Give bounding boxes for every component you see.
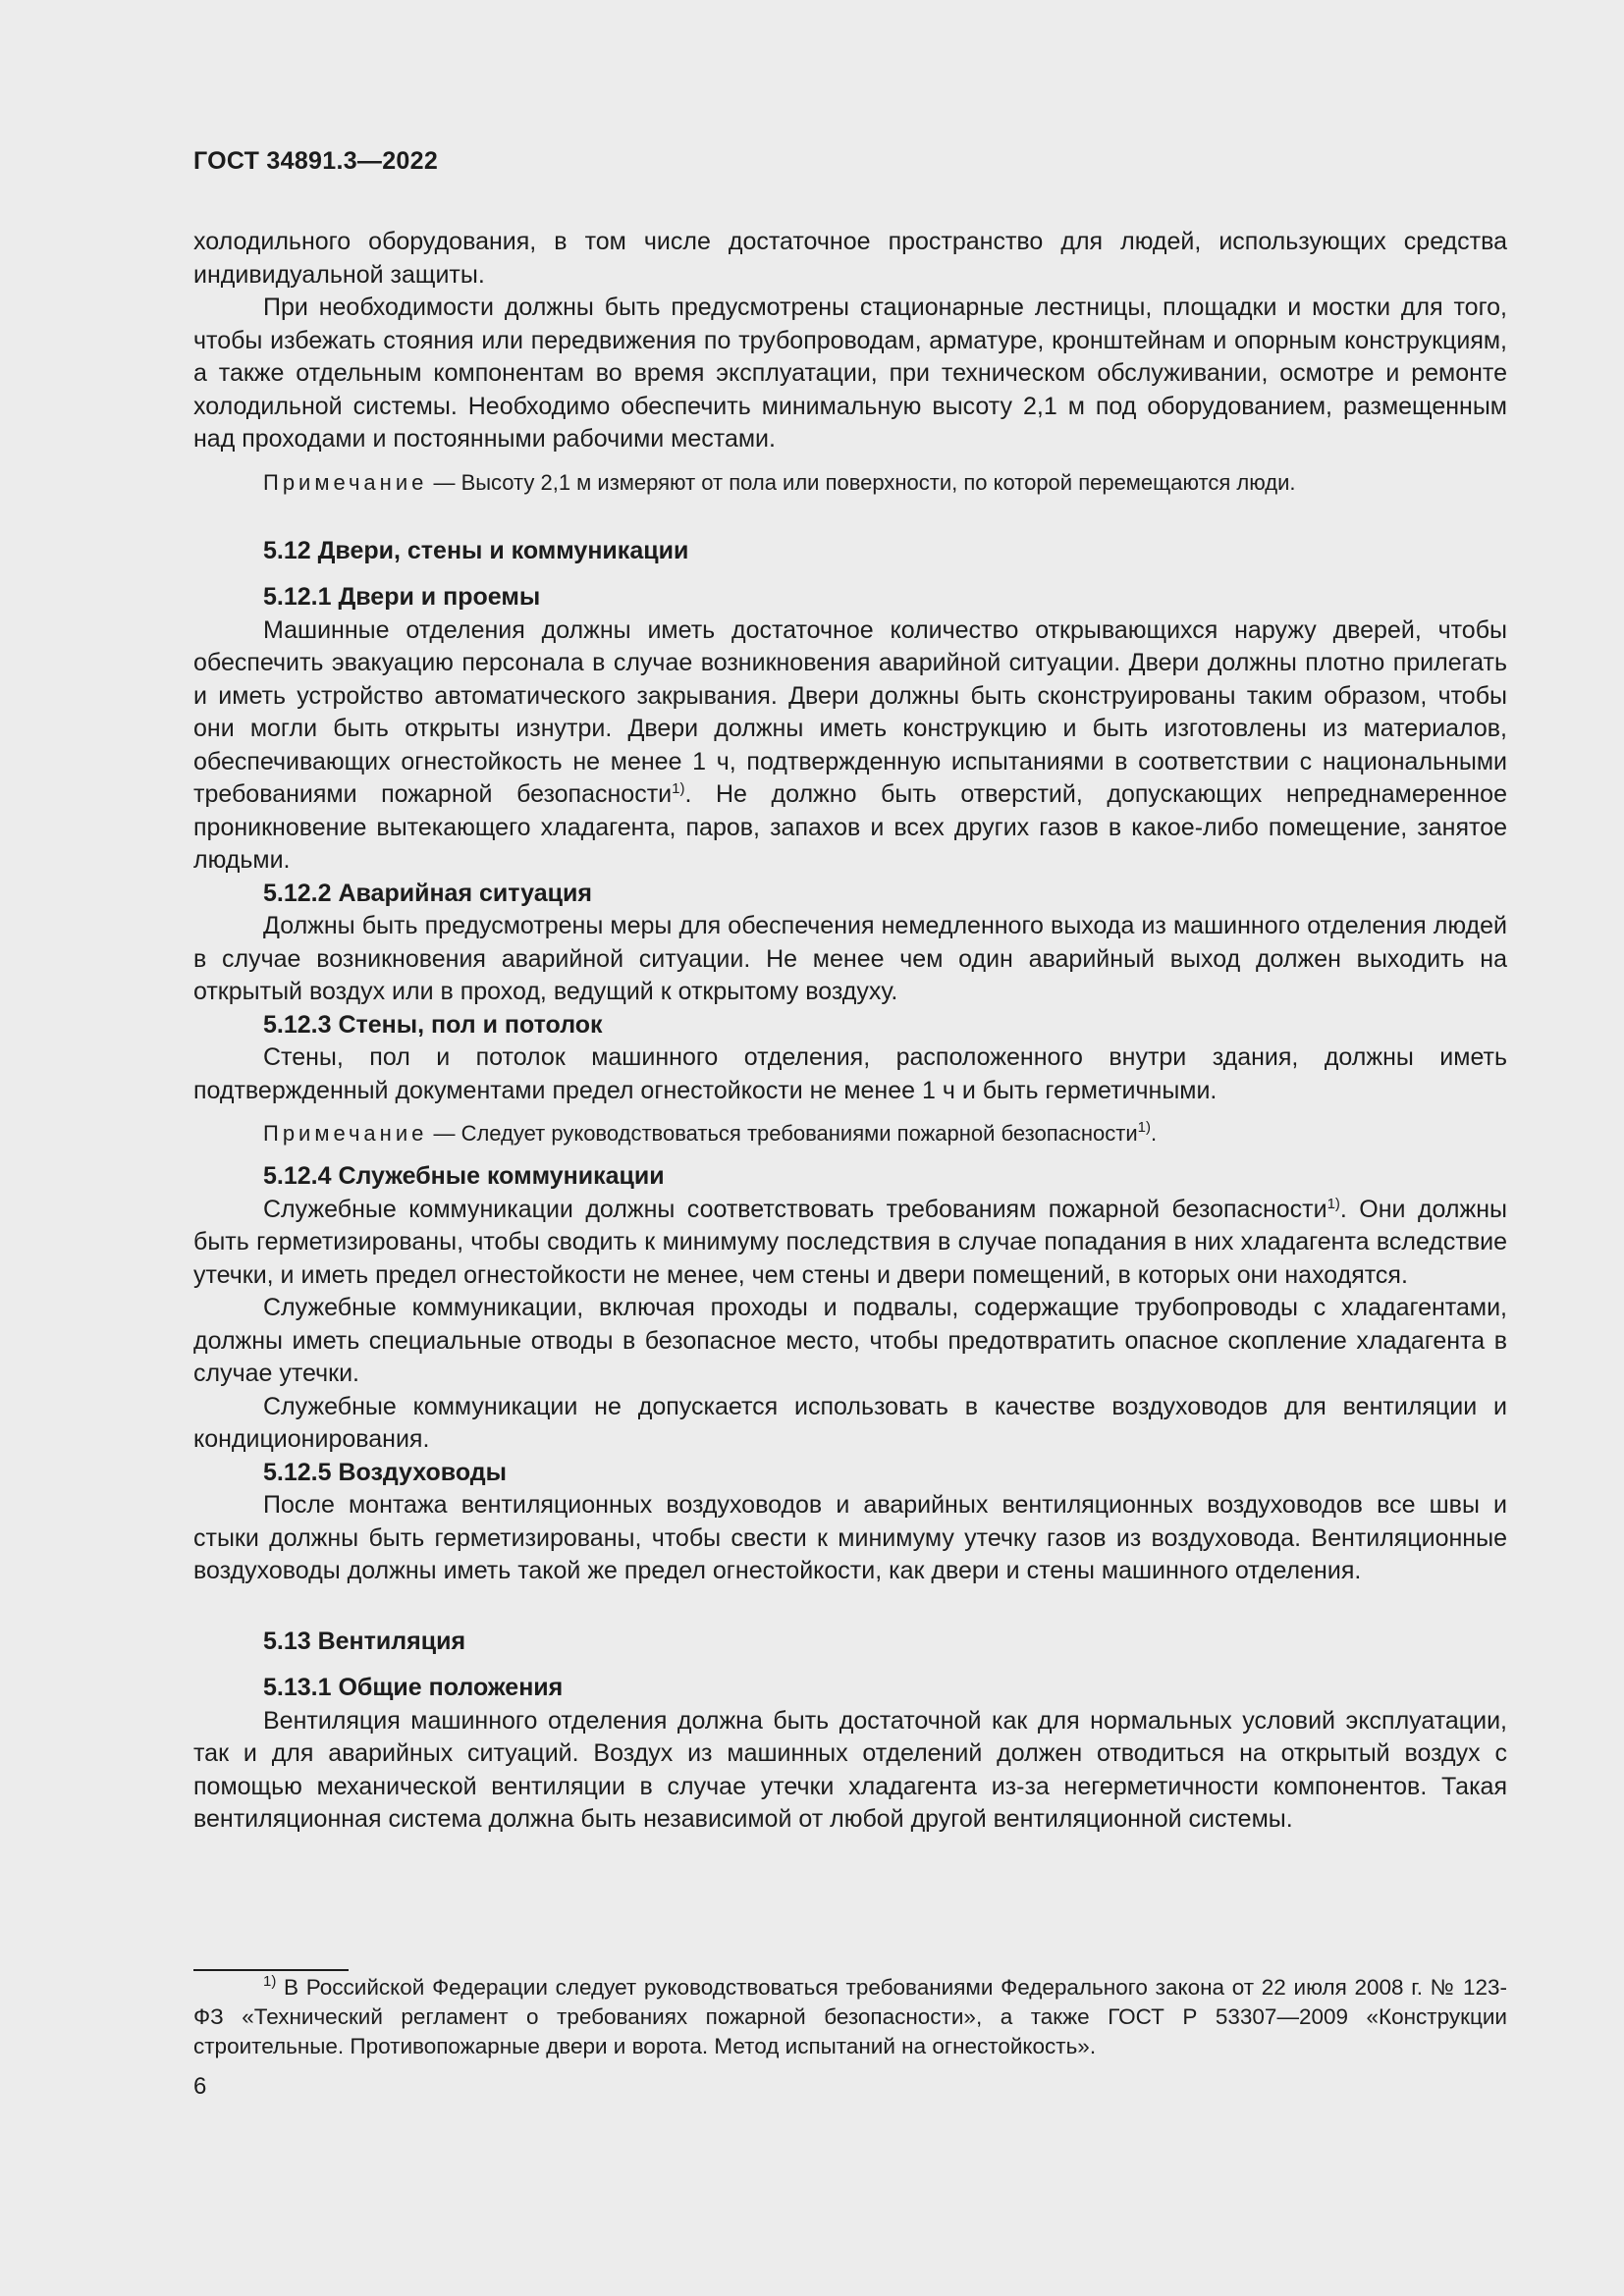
footnote-ref: 1) — [1326, 1195, 1340, 1212]
footnote-divider — [193, 1969, 349, 1971]
subsection-title-5-12-1: 5.12.1 Двери и проемы — [263, 583, 541, 611]
paragraph-5-12-5: После монтажа вентиляционных воздуховодов и аварийных вентиляционных воздуховодов все швы и стыки должны быть герметизированы, чтобы свести к минимуму утечку газов из воздуховода. Вентиляционные воздуховоды должны иметь такой же предел огнестойкости, как двери и стены машинного отделения. — [193, 1491, 1507, 1584]
footnote — [193, 1973, 1507, 2061]
page-number: 6 — [193, 2073, 207, 2100]
paragraph-stairs: При необходимости должны быть предусмотрены стационарные лестницы, площадки и мостки для того, чтобы избежать стояния или передвижения по трубопроводам, арматуре, кронштейнам и опорным конструкциям, а также отдельным компонентам во время эксплуатации, при техническом обслуживании, осмотре и ремонте холодильной системы. Необходимо обеспечить минимальную высоту 2,1 м под оборудованием, размещенным над проходами и постоянными рабочими местами. — [193, 294, 1507, 453]
document-body — [193, 226, 1507, 1837]
paragraph-5-12-3: Стены, пол и потолок машинного отделения, расположенного внутри здания, должны иметь подтвержденный документами предел огнестойкости не менее 1 ч и быть герметичными. — [193, 1043, 1507, 1104]
note-text: — Высоту 2,1 м измеряют от пола или поверхности, по которой перемещаются люди. — [427, 469, 1296, 495]
section-title-5-13: 5.13 Вентиляция — [263, 1627, 466, 1655]
document-header: ГОСТ 34891.3—2022 — [193, 147, 439, 175]
paragraph-5-12-4-b: Служебные коммуникации, включая проходы и подвалы, содержащие трубопроводы с хладагентами, должны иметь специальные отводы в безопасное место, чтобы предотвратить опасное скопление хладагента в случае утечки. — [193, 1294, 1507, 1387]
subsection-title-5-12-4: 5.12.4 Служебные коммуникации — [263, 1162, 665, 1190]
note-label: Примечание — [263, 469, 428, 495]
note-label: Примечание — [263, 1121, 428, 1146]
section-title-5-12: 5.12 Двери, стены и коммуникации — [263, 536, 689, 564]
footnote-marker: 1) — [263, 1973, 277, 1990]
paragraph-5-12-2: Должны быть предусмотрены меры для обеспечения немедленного выхода из машинного отделения людей в случае возникновения аварийной ситуации. Не менее чем один аварийный выход должен выходить на открытый воздух или в проход, ведущий к открытому воздуху. — [193, 912, 1507, 1005]
subsection-title-5-13-1: 5.13.1 Общие положения — [263, 1674, 564, 1701]
footnote-ref: 1) — [1137, 1119, 1151, 1136]
subsection-title-5-12-2: 5.12.2 Аварийная ситуация — [263, 879, 592, 907]
paragraph-5-12-1: Машинные отделения должны иметь достаточное количество открывающихся наружу дверей, чтобы обеспечить эвакуацию персонала в случае возникновения аварийной ситуации. Двери должны плотно прилегать и иметь устройство автоматического закрывания. Двери должны быть сконструированы таким образом, чтобы они могли быть открыты изнутри. Двери должны иметь конструкцию и быть изготовлены из материалов, обеспечивающих огнестойкость не менее 1 ч, подтвержденную испытаниями в соответствии с национальными требованиями пожарной безопасности$^{1)}$. Не должно быть отверстий, допускающих непреднамеренное проникновение вытекающего хладагента, паров, запахов и всех других газов в какое-либо помещение, занятое людьми. — [193, 615, 1507, 874]
paragraph-5-13-1: Вентиляция машинного отделения должна быть достаточной как для нормальных условий эксплуатации, так и для аварийных ситуаций. Воздух из машинных отделений должен отводиться на открытый воздух с помощью механической вентиляции в случае утечки хладагента из-за негерметичности компонентов. Такая вентиляционная система должна быть независимой от любой другой вентиляционной системы. — [193, 1706, 1507, 1833]
footnote-text: В Российской Федерации следует руководствоваться требованиями Федерального закона от 22 июля 2008 г. № 123-ФЗ «Технический регламент о требованиях пожарной безопасности», а также ГОСТ Р 53307—2009 «Конструкции строительные. Противопожарные двери и ворота. Метод испытаний на огнестойкость». — [193, 1975, 1507, 2058]
subsection-title-5-12-5: 5.12.5 Воздуховоды — [263, 1458, 508, 1486]
paragraph-5-12-4-c: Служебные коммуникации не допускается использовать в качестве воздуховодов для вентиляции и кондиционирования. — [193, 1392, 1507, 1453]
note-fire-safety: Примечание — Следует руководствоваться требованиями пожарной безопасности$^{1)}$. — [263, 1119, 1158, 1146]
paragraph-continuation: холодильного оборудования, в том числе достаточное пространство для людей, использующих средства индивидуальной защиты. — [193, 228, 1507, 289]
subsection-title-5-12-3: 5.12.3 Стены, пол и потолок — [263, 1010, 603, 1039]
paragraph-5-12-4-a: Служебные коммуникации должны соответствовать требованиям пожарной безопасности$^{1)}$. Они должны быть герметизированы, чтобы сводить к минимуму последствия в случае попадания в них хладагента вследствие утечки, и иметь предел огнестойкости не менее, чем стены и двери помещений, в которых они находятся. — [193, 1195, 1507, 1289]
note-height — [193, 468, 1507, 498]
footnote-ref: 1) — [672, 780, 685, 797]
